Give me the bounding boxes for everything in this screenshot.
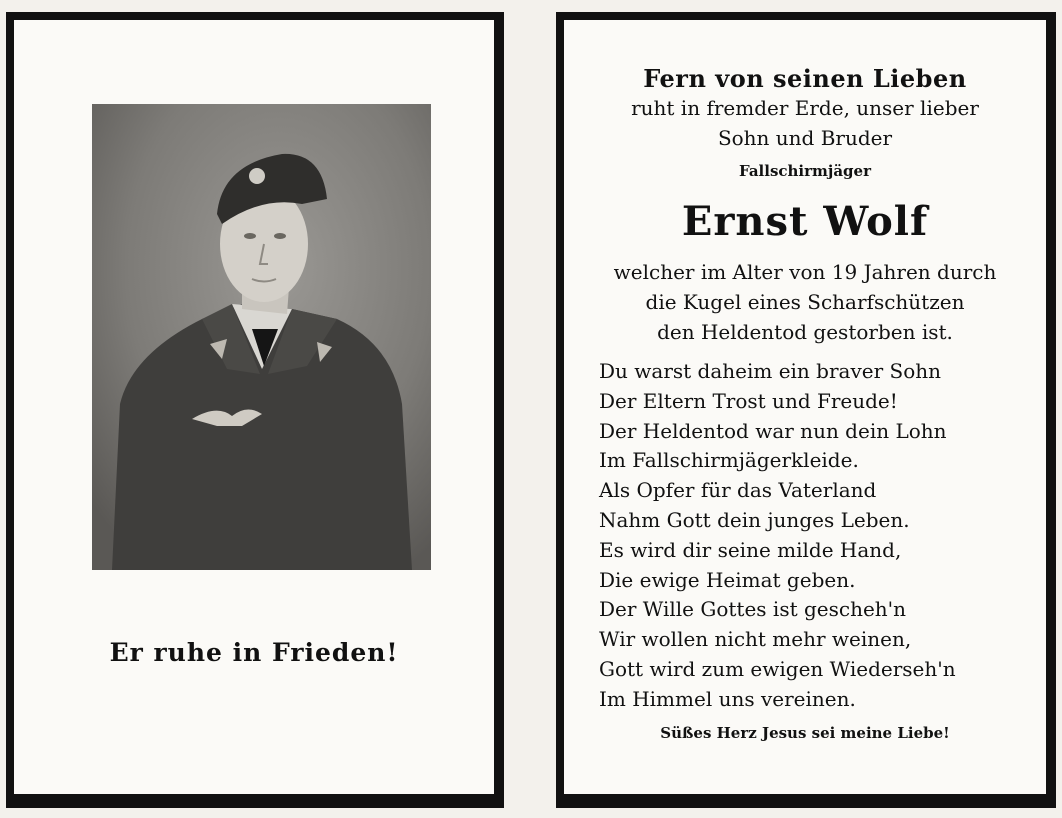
rest-in-peace-text: Er ruhe in Frieden! <box>109 638 399 667</box>
death-line-1: welcher im Alter von 19 Jahren durch <box>613 260 997 284</box>
portrait-image <box>92 104 431 570</box>
poem-line: Wir wollen nicht mehr weinen, <box>599 627 912 652</box>
poem-line: Im Fallschirmjägerkleide. <box>599 448 859 473</box>
poem <box>599 357 956 715</box>
poem-line: Der Heldentod war nun dein Lohn <box>599 418 947 443</box>
death-line-3: den Heldentod gestorben ist. <box>657 320 953 344</box>
poem-line: Der Eltern Trost und Freude! <box>599 388 898 413</box>
death-line-2: die Kugel eines Scharfschützen <box>645 290 965 314</box>
poem-line: Es wird dir seine milde Hand, <box>599 537 902 562</box>
poem-line: Im Himmel uns vereinen. <box>599 686 856 711</box>
poem-line: Nahm Gott dein junges Leben. <box>599 507 910 532</box>
heading: Fern von seinen Lieben <box>643 64 967 93</box>
left-card <box>6 12 504 808</box>
portrait-photo <box>92 104 431 570</box>
rank: Fallschirmjäger <box>739 162 871 180</box>
right-card <box>556 12 1056 808</box>
intro-line-2: Sohn und Bruder <box>717 126 893 150</box>
poem-line: Du warst daheim ein braver Sohn <box>599 359 942 383</box>
poem-line: Die ewige Heimat geben. <box>599 567 856 592</box>
poem-line: Als Opfer für das Vaterland <box>599 478 877 503</box>
deceased-name: Ernst Wolf <box>681 198 929 245</box>
poem-line: Gott wird zum ewigen Wiederseh'n <box>599 656 956 681</box>
poem-line: Der Wille Gottes ist gescheh'n <box>599 597 907 622</box>
closing-prayer: Süßes Herz Jesus sei meine Liebe! <box>660 724 950 742</box>
intro-line-1: ruht in fremder Erde, unser lieber <box>631 96 979 120</box>
